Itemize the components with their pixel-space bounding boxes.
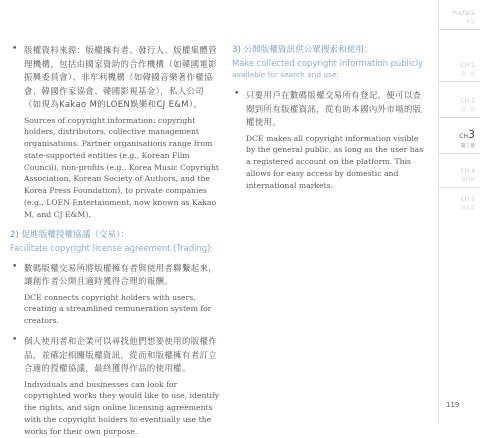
section-3-title-en-line2: available for search and use: xyxy=(232,70,339,79)
sidebar-item-sub: 第二章 xyxy=(460,108,475,113)
sidebar-item-title: CH 2 xyxy=(460,98,475,105)
bullet-zh-text: • 數碼版權交易所將版權擁有者與使用者聯繫起來，讓創作者公開且適時獲得合理的報酬。 xyxy=(24,262,218,287)
section-2-title-en: Facilitate copyright license agreement (Trading): xyxy=(10,242,214,253)
sidebar-item-ch1[interactable] xyxy=(439,62,480,82)
sidebar-item-ch4[interactable] xyxy=(439,168,480,188)
bullet-public-access xyxy=(232,89,428,191)
left-column xyxy=(10,44,220,438)
chapter-sidebar xyxy=(438,0,480,424)
sidebar-item-title: Preface xyxy=(452,10,475,17)
sidebar-item-ch2[interactable] xyxy=(439,98,480,118)
sidebar-item-sub: 第三章 xyxy=(460,144,475,149)
page-number: 119 xyxy=(446,401,460,409)
bullet-copyright-sources xyxy=(10,44,220,221)
bullet-en-text: DCE connects copyright holders with users, creating a streamlined remuneration system for creators. xyxy=(24,292,212,326)
section-3-title-zh: 3) 公開版權資訊供公眾搜索和使用： xyxy=(232,45,373,55)
bullet-zh-text: • 個人使用者和企業可以尋找他們想要使用的版權作品，並確定相關版權資訊，從而和版權擁有者訂立合適的授權協議，最終獲得作品的使用權。 xyxy=(24,336,218,374)
sidebar-item-ch3[interactable] xyxy=(439,128,480,154)
sidebar-item-sub: 第四章 xyxy=(460,178,475,183)
sidebar-item-number: 3 xyxy=(468,128,475,141)
bullet-individuals-businesses xyxy=(10,335,220,437)
sidebar-item-ch5[interactable] xyxy=(439,196,480,211)
section-2-heading xyxy=(10,229,220,254)
bullet-dce-connects xyxy=(10,262,220,327)
sidebar-item-title: CH 5 xyxy=(460,196,475,203)
bullet-en-text: DCE makes all copyright information visible by the general public, as long as the user has a registered account on the platform. This allows for easy access by domestic and international markets. xyxy=(246,133,424,190)
section-2-title-zh: 2) 促進版權授權協議（交易）： xyxy=(10,229,129,240)
sidebar-item-title: CH 1 xyxy=(460,62,475,69)
sidebar-item-sub: 第五章 xyxy=(460,206,475,211)
sidebar-item-preface[interactable] xyxy=(439,10,480,30)
section-3-title-en-line1: Make collected copyright information publicly xyxy=(232,58,424,68)
sidebar-item-title: CH xyxy=(459,133,468,140)
sidebar-item-sub: 序言 xyxy=(465,20,475,25)
bullet-zh-text: • 版權資料來源：版權擁有者、發行人、版權集體管理機構，包括由國家資助的合作機構（如韓國電影振興委員會）、非牟利機構（如韓國音樂著作權協會、韓國作家協會、韓國影視基金），私人公司（如現為Kakao M的LOEN娛樂和CJ E&M）。 xyxy=(24,45,218,109)
bullet-en-text: Individuals and businesses can look for copyrighted works they would like to use, identify the rights, and sign online licensing agreements with the copyright holders to eventually use the works for their own purpose. xyxy=(24,379,220,436)
sidebar-item-title: CH 4 xyxy=(460,168,475,175)
section-3-heading xyxy=(232,44,428,81)
right-column xyxy=(232,44,428,191)
sidebar-item-sub: 第一章 xyxy=(460,72,475,77)
bullet-en-text: Sources of copyright information: copyright holders, distributors, collective management organisations. Partner organisations range from state-supported entities (e.g., Korean Film Council), non-profits (e.g., Korea Music Copyright Association, Korean Society of Authors, and the Korea Press Foundation), to private companies (e.g., LOEN Entertainment, now known as Kakao M, and CJ E&M). xyxy=(24,115,219,219)
bullet-zh-text: • 只要用戶在數碼版權交易所有登記，便可以查閱到所有版權資訊，從有助本國內外市場的版權使用。 xyxy=(246,90,422,127)
